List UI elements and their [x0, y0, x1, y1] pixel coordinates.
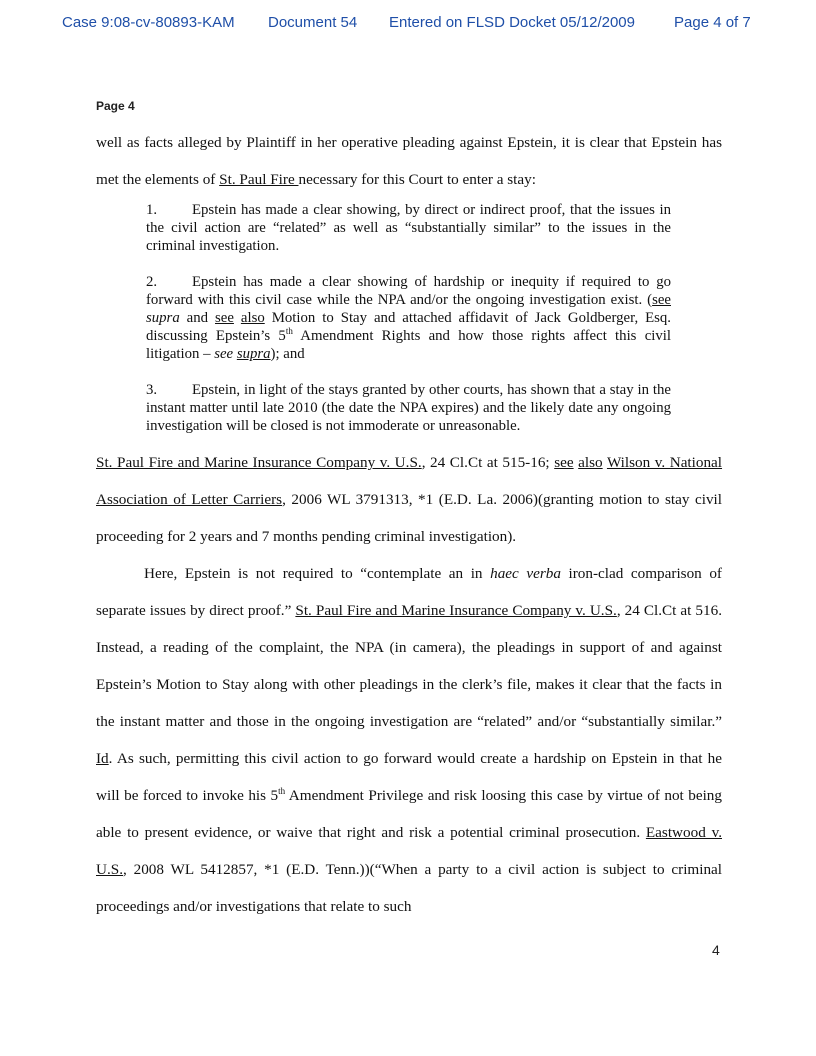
list-number-2: 2.: [146, 274, 158, 290]
analysis-text-2: iron-clad comparison of separate issues by direct proof.”: [96, 565, 722, 619]
superscript-th: th: [285, 326, 293, 337]
list-text-2a: Epstein has made a clear showing of hardship or inequity if required to go forward with this civil case while the NPA and/or the ongoing investigation exist. (: [146, 274, 671, 308]
document-number: Document 54: [268, 14, 358, 31]
list-number-3: 3.: [146, 382, 158, 398]
signal-see: see: [554, 454, 574, 471]
page-label: Page 4: [96, 99, 135, 113]
case-citation-st-paul-full: St. Paul Fire and Marine Insurance Company v. U.S.: [96, 454, 422, 471]
case-number: Case 9:08-cv-80893-KAM: [62, 14, 235, 31]
case-citation-wilson: Wilson v. National Association of Letter Carriers: [96, 454, 723, 508]
citation-paragraph: [96, 444, 722, 555]
intro-text-1: well as facts alleged by Plaintiff in her operative pleading against Epstein, it is clear that Epstein has met the elements of: [96, 134, 722, 188]
list-text-2-and: and: [179, 310, 216, 326]
docket-entry-date: Entered on FLSD Docket 05/12/2009: [389, 14, 635, 31]
citation-id: Id: [96, 750, 109, 767]
list-item-3: [146, 363, 671, 444]
citation-text-1: , 24 Cl.Ct at 515-16;: [421, 454, 555, 471]
analysis-text-3: , 24 Cl.Ct at 516. Instead, a reading of the complaint, the NPA (in camera), the pleadings in support of and against Epstein’s Motion to Stay along with other pleadings in the clerk’s file, makes it clear that the facts in the instant matter and those in the ongoing investigation are “related” and/or “substantially similar.”: [96, 602, 722, 730]
analysis-text-6: , 2008 WL 5412857, *1 (E.D. Tenn.))(“When a party to a civil action is subject to criminal proceedings and/or investigations that relate to such: [96, 861, 722, 915]
list-text-2b: Motion to Stay and attached affidavit of Jack Goldberger, Esq. discussing Epstein’s 5: [146, 310, 671, 344]
elements-list: [146, 198, 671, 444]
document-body: [96, 124, 722, 925]
intro-text-2: necessary for this Court to enter a stay:: [298, 171, 536, 188]
analysis-text-5: Amendment Privilege and risk loosing this case by virtue of not being able to present evidence, or waive that right and risk a potential criminal prosecution.: [96, 787, 722, 841]
signal-see-italic: see: [214, 346, 237, 362]
case-citation-st-paul-2: St. Paul Fire and Marine Insurance Company v. U.S.: [295, 602, 617, 619]
intro-paragraph: [96, 124, 722, 198]
signal-also: also: [578, 454, 603, 471]
signal-supra-underlined: supra: [236, 346, 271, 362]
analysis-paragraph: [96, 555, 722, 925]
signal-see-also-1: see: [215, 310, 234, 326]
list-item-2: [146, 255, 671, 363]
latin-phrase: haec verba: [490, 565, 561, 582]
list-text-1: Epstein has made a clear showing, by direct or indirect proof, that the issues in the civil action are “related” as well as “substantially similar” to the issues in the criminal investigation.: [146, 202, 671, 254]
analysis-text-1: Here, Epstein is not required to “contemplate an in: [144, 565, 491, 582]
citation-text-2: , 2006 WL 3791313, *1 (E.D. La. 2006)(granting motion to stay civil proceeding for 2 years and 7 months pending criminal investigation).: [96, 491, 722, 545]
page-of-total: Page 4 of 7: [674, 14, 751, 31]
list-text-2d: ); and: [270, 346, 305, 362]
list-text-3: Epstein, in light of the stays granted by other courts, has shown that a stay in the instant matter until late 2010 (the date the NPA expires) and the likely date any ongoing investigation will be closed is not immoderate or unreasonable.: [146, 382, 671, 434]
page-number: 4: [712, 942, 720, 958]
list-number-1: 1.: [146, 202, 158, 218]
list-text-2c: Amendment Rights and how those rights affect this civil litigation –: [146, 328, 671, 362]
list-item-1: [146, 198, 671, 255]
signal-see-also-2: also: [240, 310, 265, 326]
superscript-th: th: [278, 785, 286, 796]
case-citation-st-paul: St. Paul Fire: [219, 171, 299, 188]
case-citation-eastwood: Eastwood v. U.S.: [96, 824, 722, 878]
signal-supra: supra: [146, 310, 180, 326]
analysis-text-4: . As such, permitting this civil action to go forward would create a hardship on Epstein in that he will be forced to invoke his 5: [96, 750, 722, 804]
signal-see: see: [652, 292, 671, 308]
